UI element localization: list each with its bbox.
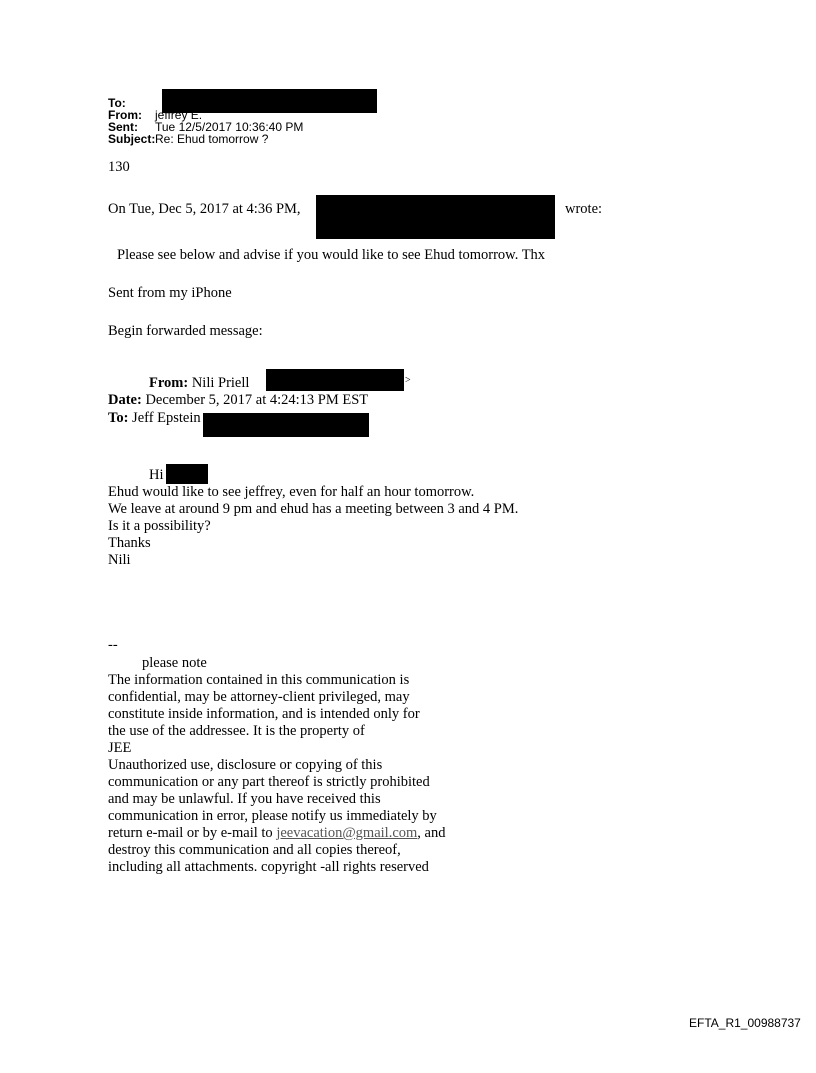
fwd-to-value: Jeff Epstein (132, 410, 201, 426)
fwd-date (108, 392, 368, 409)
quote-text: Please see below and advise if you would like to see Ehud tomorrow. Thx (117, 247, 546, 263)
reply-text: 130 (108, 159, 130, 175)
email-pre: return e-mail or by e-mail to (108, 825, 277, 841)
subject-label: Subject: (108, 132, 156, 146)
message-line: We leave at around 9 pm and ehud has a meeting between 3 and 4 PM. (108, 501, 519, 517)
to-label: To: (108, 96, 126, 110)
fwd-to-label: To: (108, 410, 129, 426)
redaction-box (166, 464, 208, 484)
signature: Sent from my iPhone (108, 285, 232, 301)
disclaimer-line: constitute inside information, and is intended only for (108, 706, 420, 722)
disclaimer-note: please note (142, 655, 207, 671)
redaction-box (203, 413, 369, 437)
email-post: , and (417, 825, 446, 841)
disclaimer-line: the use of the addressee. It is the property of (108, 723, 365, 739)
subject-value: Re: Ehud tomorrow ? (155, 132, 269, 146)
disclaimer-line: including all attachments. copyright -all rights reserved (108, 859, 429, 875)
greeting: Hi (149, 467, 164, 483)
quote-intro: On Tue, Dec 5, 2017 at 4:36 PM, (108, 201, 301, 217)
quote-wrote: wrote: (565, 201, 603, 217)
message-line: Nili (108, 552, 131, 568)
fwd-from (149, 375, 249, 392)
redaction-box (316, 195, 555, 239)
disclaimer-line: Unauthorized use, disclosure or copying of this (108, 757, 383, 773)
separator: -- (108, 637, 118, 653)
message-line: Thanks (108, 535, 151, 551)
message-line: Ehud would like to see jeffrey, even for half an hour tomorrow. (108, 484, 475, 500)
sent-label: Sent: (108, 120, 138, 134)
from-label: From: (108, 108, 142, 122)
fwd-date-value: December 5, 2017 at 4:24:13 PM EST (145, 392, 369, 408)
fwd-from-value: Nili Priell (191, 375, 250, 391)
angle-bracket: > (405, 375, 411, 386)
disclaimer-line: JEE (108, 740, 132, 756)
disclaimer-line: communication or any part thereof is strictly prohibited (108, 774, 430, 790)
sent-value: Tue 12/5/2017 10:36:40 PM (155, 120, 304, 134)
disclaimer-line: and may be unlawful. If you have received this (108, 791, 381, 807)
disclaimer-body (108, 672, 445, 876)
email-link[interactable]: jeevacation@gmail.com (276, 825, 418, 841)
message-body (108, 484, 518, 569)
fwd-to (108, 410, 201, 427)
disclaimer-line: The information contained in this communication is (108, 672, 410, 688)
redaction-box (266, 369, 404, 391)
header-subject (108, 133, 268, 145)
disclaimer-line: destroy this communication and all copies thereof, (108, 842, 401, 858)
forward-intro: Begin forwarded message: (108, 323, 263, 339)
document-id: EFTA_R1_00988737 (689, 1016, 801, 1030)
disclaimer-line: confidential, may be attorney-client privileged, may (108, 689, 410, 705)
fwd-date-label: Date: (108, 392, 142, 408)
disclaimer-line: communication in error, please notify us immediately by (108, 808, 437, 824)
from-value: jeffrey E. (155, 108, 203, 122)
fwd-from-label: From: (149, 375, 189, 391)
disclaimer-line (108, 825, 445, 842)
message-line: Is it a possibility? (108, 518, 211, 534)
